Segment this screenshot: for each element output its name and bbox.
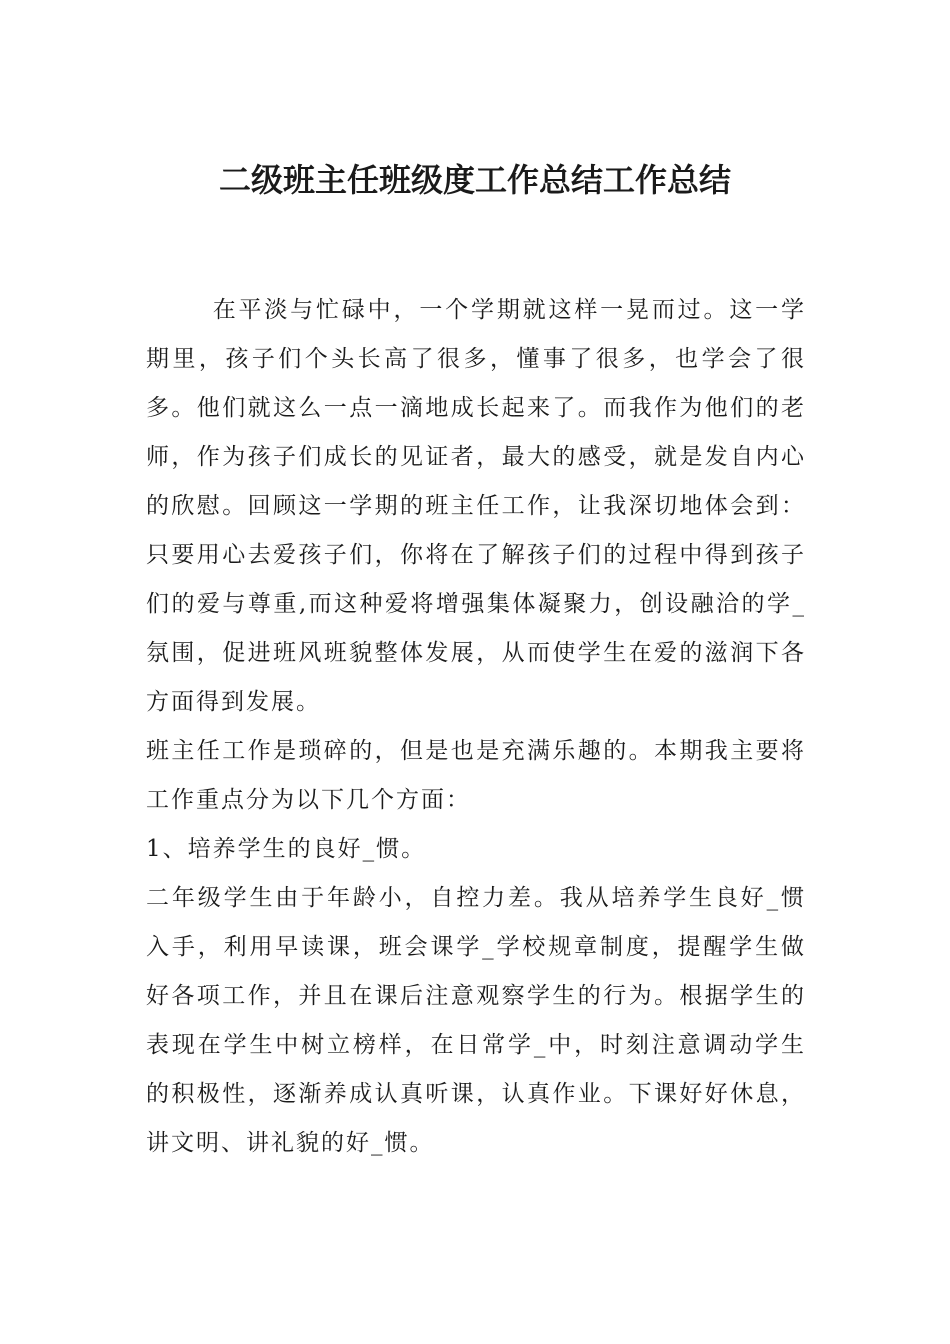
paragraph-intro: 在平淡与忙碌中，一个学期就这样一晃而过。这一学期里，孩子们个头长高了很多，懂事了很多，也学会了很多。他们就这么一点一滴地成长起来了。而我作为他们的老师，作为孩子们成长的见证者，最大的感受，就是发自内心的欣慰。回顾这一学期的班主任工作，让我深切地体会到：只要用心去爱孩子们，你将在了解孩子们的过程中得到孩子们的爱与尊重,而这种爱将增强集体凝聚力，创设融洽的学_氛围，促进班风班貌整体发展，从而使学生在爱的滋润下各方面得到发展。 — [146, 297, 806, 715]
paragraph-overview: 班主任工作是琐碎的，但是也是充满乐趣的。本期我主要将工作重点分为以下几个方面： — [146, 738, 806, 813]
section-heading-1: 1、培养学生的良好_惯。 — [146, 836, 427, 862]
document-body — [146, 286, 806, 1168]
paragraph-habits: 二年级学生由于年龄小，自控力差。我从培养学生良好_惯入手，利用早读课，班会课学_学校规章制度，提醒学生做好各项工作，并且在课后注意观察学生的行为。根据学生的表现在学生中树立榜样，在日常学_中，时刻注意调动学生的积极性，逐渐养成认真听课，认真作业。下课好好休息，讲文明、讲礼貌的好_惯。 — [146, 885, 806, 1156]
document-title: 二级班主任班级度工作总结工作总结 — [218, 161, 731, 199]
